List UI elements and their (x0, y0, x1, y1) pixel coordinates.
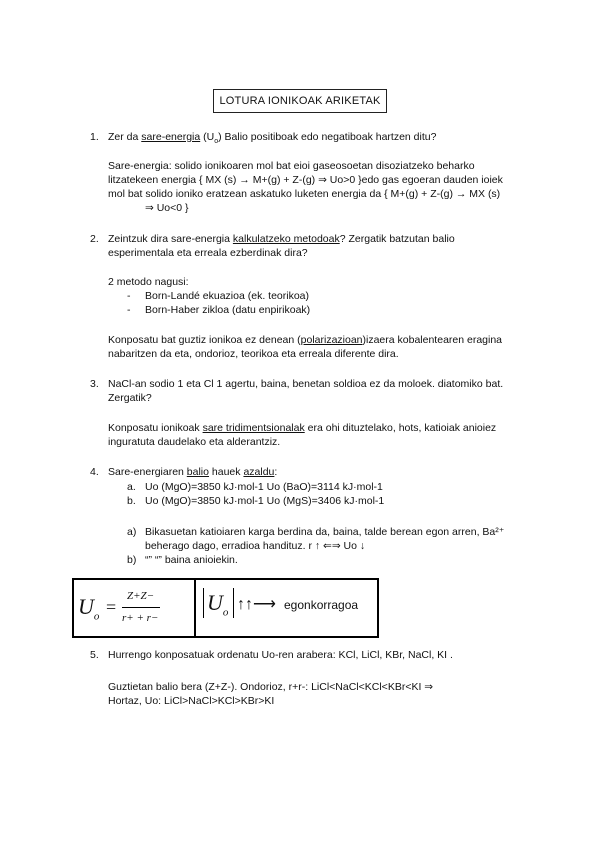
formula-right-uo (207, 590, 229, 619)
q4-term-d: azaldu (243, 466, 275, 478)
list-bullet: - (127, 290, 131, 302)
q1-text-d: ) Balio positiboak edo negatiboak hartzen ditu? (218, 131, 437, 143)
q4-question (108, 466, 277, 479)
q1-term: sare-energia (141, 131, 201, 143)
q4-resp-a-1: Bikasuetan katioiaren karga berdina da, baina, talde berean egon arren, Ba²⁺ (145, 526, 505, 538)
q2-text-c: ? Zergatik batzutan balio (339, 233, 455, 245)
formula-arrows: ↑↑⟶ (237, 596, 276, 613)
q3-ans-c: era ohi dituztelako, hots, katioiak anioiez (304, 422, 497, 434)
q5-answer-1: Guztietan balio bera (Z+Z-). Ondorioz, r+r-: LiCl<NaCl<KCl<KBr<KI ⇒ (108, 681, 434, 693)
q2-ans-a: Konposatu bat guztiz ionikoa ez denean ( (108, 334, 301, 346)
q2-ans-term: polarizazioan (300, 334, 363, 346)
q5-number: 5. (90, 649, 99, 661)
q4-resp-b-label: b) (127, 554, 137, 566)
q1-sub: o (214, 138, 219, 146)
q4-number: 4. (90, 466, 99, 478)
q4-term-b: balio (186, 466, 209, 478)
formula-word: egonkorragoa (284, 598, 359, 612)
q4-text-e: : (274, 466, 278, 478)
q4-text-c: hauek (208, 466, 244, 478)
formula-uo (78, 594, 100, 623)
q2-method-2: Born-Haber zikloa (datu enpirikoak) (145, 304, 311, 316)
formula-right-uo-sub: o (222, 606, 229, 619)
list-bullet: - (127, 304, 131, 316)
q3-question-1: NaCl-an sodio 1 eta Cl 1 agertu, baina, benetan soldioa ez da moloek. diatomiko bat. (108, 378, 504, 390)
formula-numerator: Z+Z− (127, 590, 155, 602)
formula-right-uo-letter: U (207, 590, 223, 615)
formula-uo-sub: o (93, 610, 100, 623)
q1-answer-2: litzatekeen energia { MX (s) → M+(g) + Z-(g) ⇒ Uo>0 }edo gas egoeran dauden ioiek (108, 174, 503, 186)
formula-denominator: r+ + r− (122, 612, 159, 624)
abs-bar-left (203, 588, 204, 618)
q4-item-b-label: b. (127, 495, 136, 507)
abs-bar-right (233, 588, 234, 618)
q1-answer-1: Sare-energia: solido ionikoaren mol bat eioi gaseosoetan disoziatzeko beharko (108, 160, 475, 172)
page-title: LOTURA IONIKOAK ARIKETAK (213, 89, 387, 113)
q1-number: 1. (90, 131, 99, 143)
q4-resp-a-2: beherago dago, erradioa handituz. r ↑ ⇐⇒ Uo ↓ (145, 540, 366, 552)
q5-question: Hurrengo konposatuak ordenatu Uo-ren arabera: KCl, LiCl, KBr, NaCl, KI . (108, 649, 453, 661)
q1-text-c: (U (200, 131, 215, 143)
q3-ans-term: sare tridimentsionalak (202, 422, 305, 434)
q2-methods-intro: 2 metodo nagusi: (108, 276, 189, 288)
fraction-bar (122, 607, 160, 608)
q4-item-b: Uo (MgO)=3850 kJ·mol-1 Uo (MgS)=3406 kJ·mol-1 (145, 495, 385, 507)
q1-text-a: Zer da (108, 131, 142, 143)
q4-item-a: Uo (MgO)=3850 kJ·mol-1 Uo (BaO)=3114 kJ·mol-1 (145, 481, 383, 493)
formula-divider (194, 578, 196, 638)
q2-number: 2. (90, 233, 99, 245)
q2-term: kalkulatzeko metodoak (232, 233, 340, 245)
q2-question (108, 233, 455, 246)
q4-resp-a-label: a) (127, 526, 137, 538)
formula-equals: = (106, 597, 117, 617)
q3-number: 3. (90, 378, 99, 390)
q1-answer-3: mol bat solido ioniko eratzean askatuko luketen energia da { M+(g) + Z-(g) → MX (s) (108, 188, 501, 200)
q1-answer-4: ⇒ Uo<0 } (145, 202, 189, 214)
q4-item-a-label: a. (127, 481, 136, 493)
q2-answer-2: nabaritzen da eta, ondorioz, teorikoa eta erreala diferente dira. (108, 348, 399, 360)
q2-text-a: Zeintzuk dira sare-energia (108, 233, 233, 245)
q3-answer-1 (108, 422, 496, 435)
q2-question-2: esperimentala eta erreala ezberdinak dira? (108, 247, 308, 259)
q2-answer-1 (108, 334, 502, 347)
q3-question-2: Zergatik? (108, 392, 152, 404)
q2-method-1: Born-Landé ekuazioa (ek. teorikoa) (145, 290, 310, 302)
formula-uo-letter: U (78, 594, 94, 619)
q3-ans-a: Konposatu ionikoak (108, 422, 203, 434)
q3-answer-2: inguratuta daudelako eta alderantziz. (108, 436, 281, 448)
q2-ans-c: )izaera kobalentearen eragina (362, 334, 503, 346)
q4-resp-b: “” “” baina anioiekin. (145, 554, 238, 566)
q5-answer-2: Hortaz, Uo: LiCl>NaCl>KCl>KBr>KI (108, 695, 275, 707)
q1-question (108, 131, 436, 144)
q4-text-a: Sare-energiaren (108, 466, 187, 478)
